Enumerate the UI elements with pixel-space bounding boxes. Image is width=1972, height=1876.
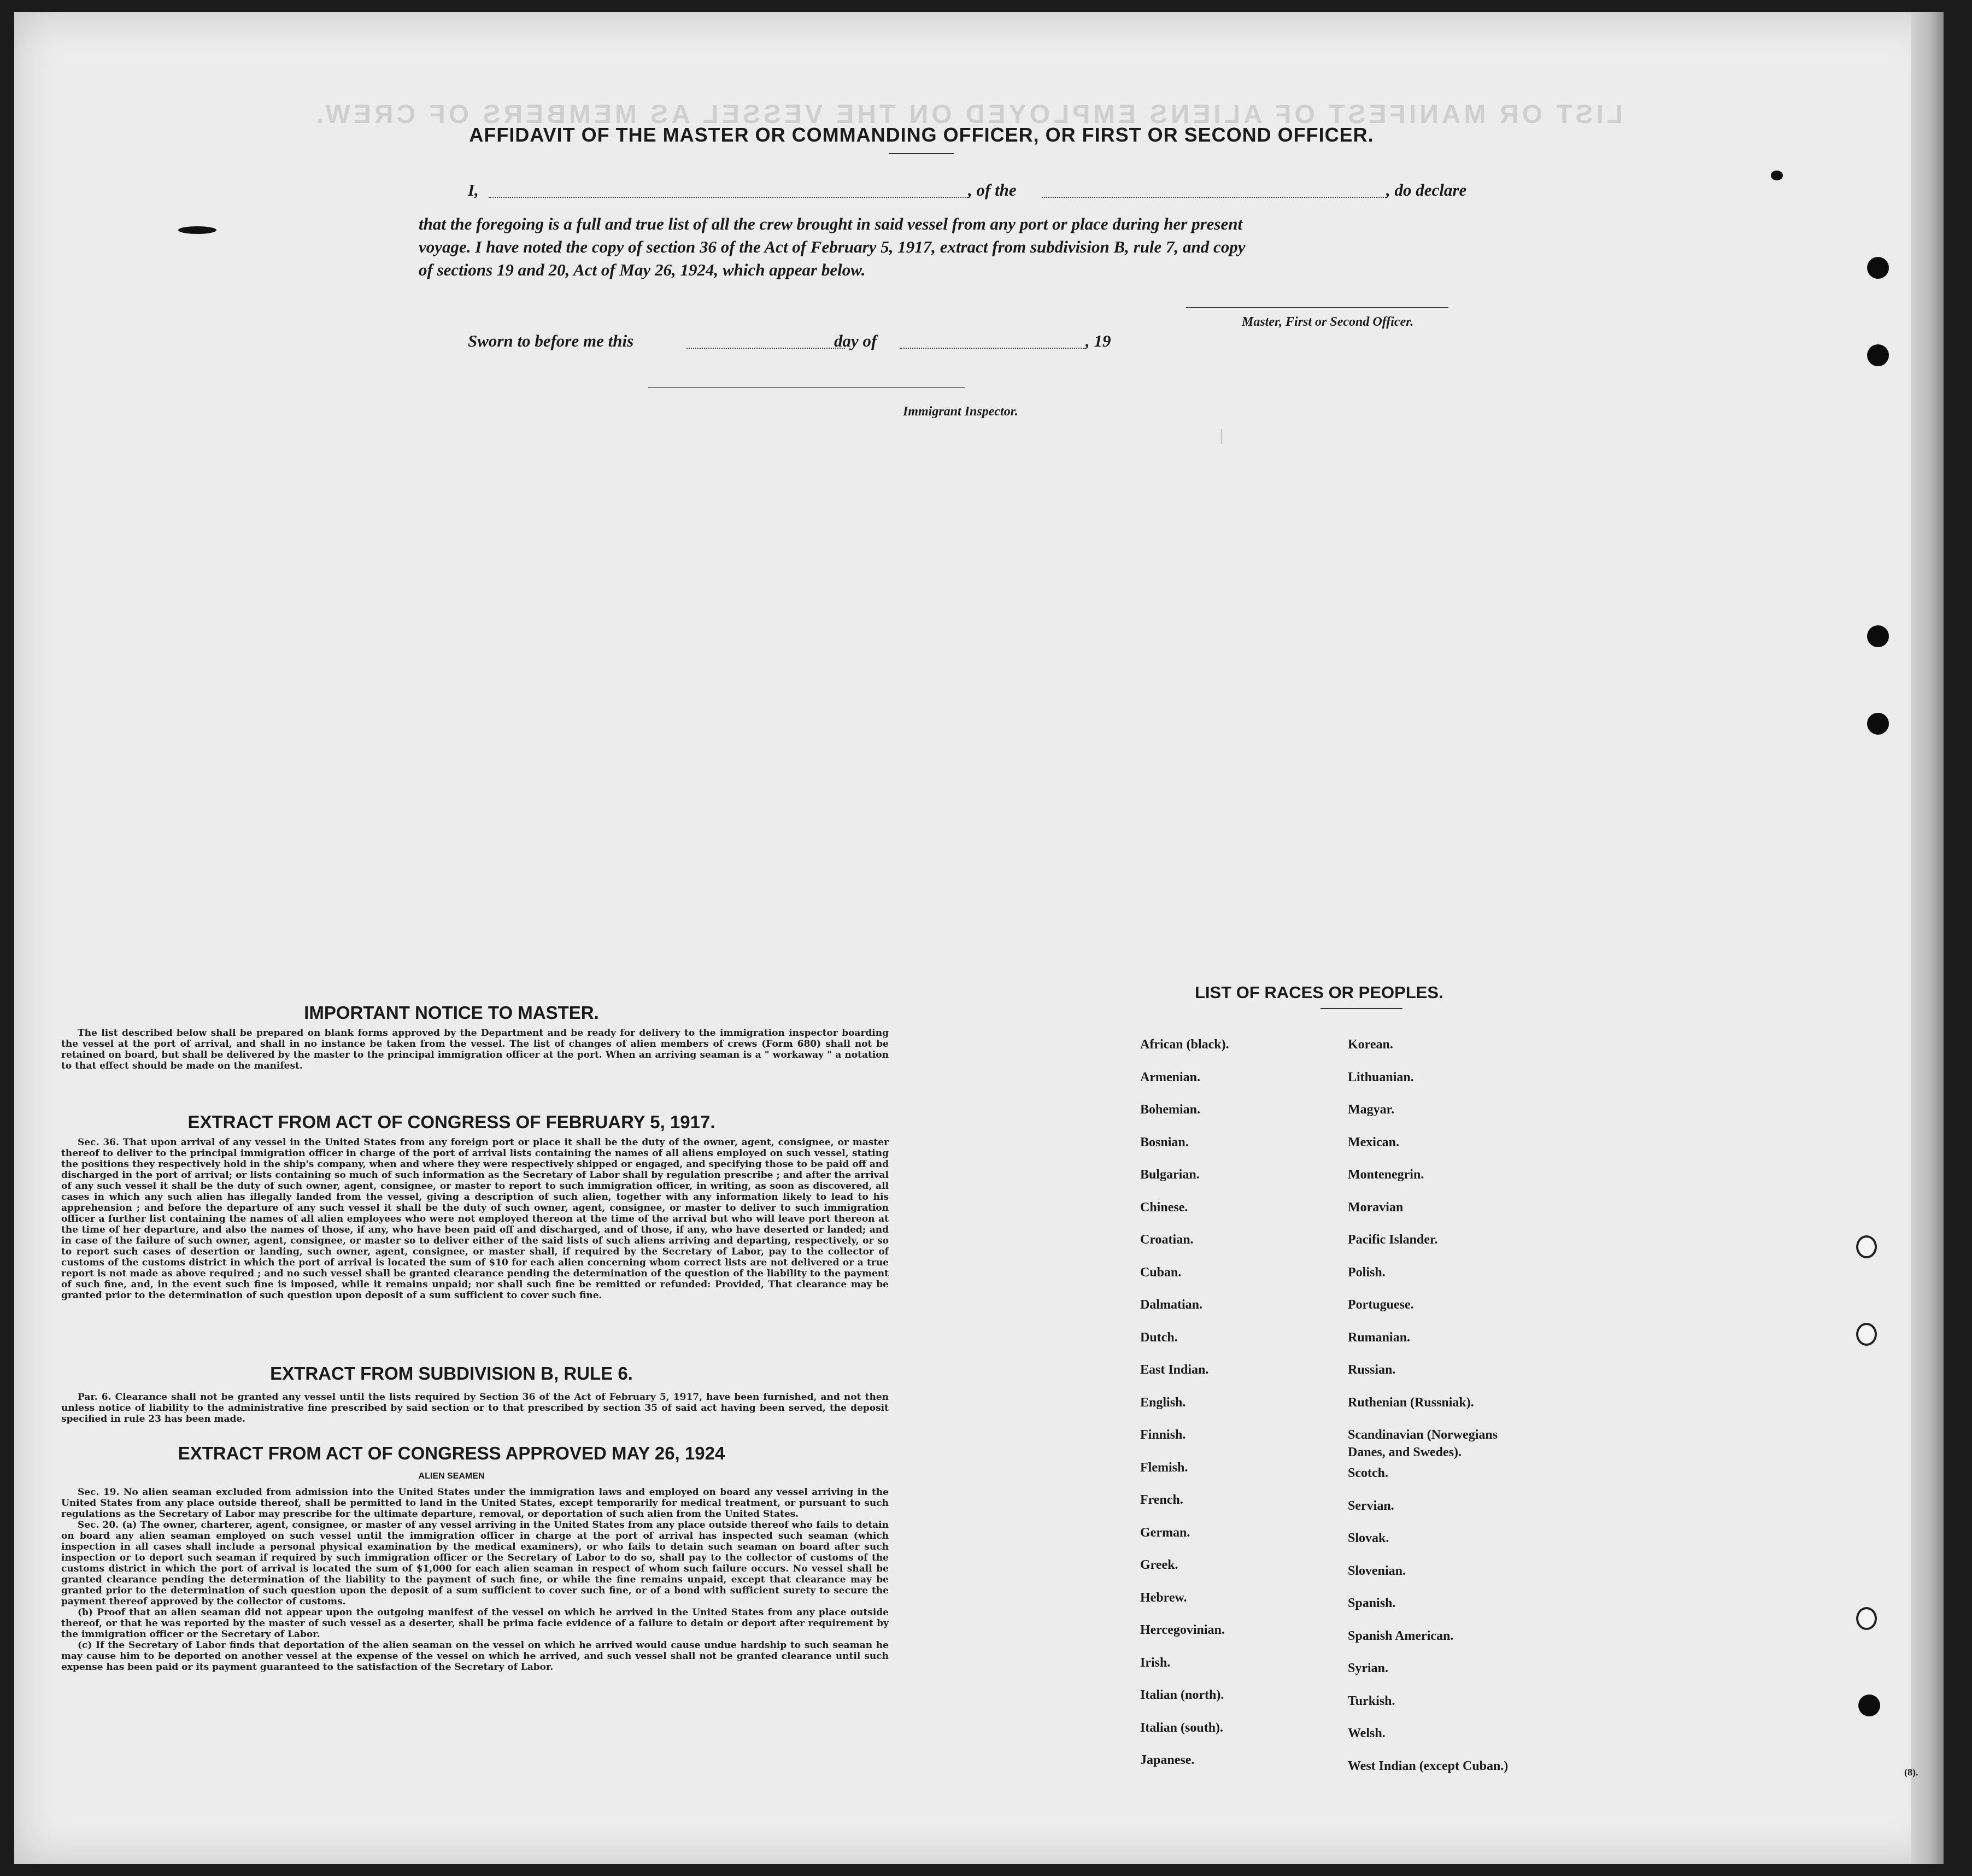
race-item: French. xyxy=(1140,1493,1183,1507)
affidavit-title: AFFIDAVIT OF THE MASTER OR COMMANDING OFFICER, OR FIRST OR SECOND OFFICER. xyxy=(469,124,1374,146)
race-item: Irish. xyxy=(1140,1655,1171,1670)
race-item: Welsh. xyxy=(1348,1726,1386,1740)
race-item: Dalmatian. xyxy=(1140,1298,1202,1312)
punch-hole xyxy=(1856,1235,1877,1258)
race-item: Greek. xyxy=(1140,1558,1178,1572)
title-underline xyxy=(889,153,954,154)
race-item: Ruthenian (Russniak). xyxy=(1348,1395,1474,1410)
punch-hole xyxy=(1867,713,1889,735)
affidavit-line-4: of sections 19 and 20, Act of May 26, 1924, which appear below. xyxy=(419,260,866,279)
notice-paragraph: The list described below shall be prepared on blank forms approved by the Department and be ready for delivery to the immigration inspector boarding the vessel at the port of arrival, and shall in no instance be taken from the vessel. The list of changes of alien members of crews (Form 680) shall not be retained on board, but shall be delivered by the master to the principal immigration officer at the port. When an arriving seaman is a " workaway " a notation to that effect should be made on the manifest. xyxy=(61,1028,889,1071)
race-item: Chinese. xyxy=(1140,1200,1188,1215)
affidavit-line-1-of: , of the xyxy=(968,180,1017,200)
race-item: Syrian. xyxy=(1348,1661,1389,1675)
punch-hole xyxy=(1867,257,1889,279)
race-item: Cuban. xyxy=(1140,1265,1182,1280)
sworn-month-blank xyxy=(900,348,1085,349)
race-item: Italian (north). xyxy=(1140,1688,1224,1702)
inspector-signature-line xyxy=(648,387,965,388)
races-title-underline xyxy=(1320,1008,1402,1009)
race-item: Danes, and Swedes). xyxy=(1348,1445,1462,1459)
form-margin-mark: (8). xyxy=(1904,1767,1918,1778)
race-item: Rumanian. xyxy=(1348,1330,1411,1345)
notice-title: IMPORTANT NOTICE TO MASTER. xyxy=(304,1003,599,1023)
alien-seamen-subtitle: ALIEN SEAMEN xyxy=(418,1472,485,1481)
race-item: Pacific Islander. xyxy=(1348,1233,1438,1247)
inspector-label: Immigrant Inspector. xyxy=(903,404,1018,419)
section-20b-paragraph: (b) Proof that an alien seaman did not appear upon the outgoing manifest of the vessel on which he arrived in the United States from any place outside thereof, or that he was reported by the master of such vessel as a deserter, shall be prima facie evidence of a failure to detain or deport after requirement by the immigration officer or the Secretary of Labor. xyxy=(61,1607,889,1640)
extract-1924-title: EXTRACT FROM ACT OF CONGRESS APPROVED MAY 26, 1924 xyxy=(178,1443,725,1463)
race-item: Slovenian. xyxy=(1348,1563,1406,1578)
extract-1924-text xyxy=(61,1487,889,1673)
ink-speck xyxy=(178,226,216,234)
race-item: Servian. xyxy=(1348,1498,1394,1513)
race-item: East Indian. xyxy=(1140,1363,1209,1377)
race-item: Bohemian. xyxy=(1140,1103,1201,1117)
sworn-day-label: day of xyxy=(834,331,877,350)
rule-6-title: EXTRACT FROM SUBDIVISION B, RULE 6. xyxy=(270,1363,633,1383)
race-item: Bulgarian. xyxy=(1140,1168,1200,1182)
race-item: Flemish. xyxy=(1140,1460,1188,1475)
extract-1917-title: EXTRACT FROM ACT OF CONGRESS OF FEBRUARY 5, 1917. xyxy=(187,1112,715,1132)
race-item: Lithuanian. xyxy=(1348,1070,1414,1084)
notice-text xyxy=(61,1028,889,1071)
affidavit-line-1-start: I, xyxy=(468,180,479,200)
name-blank xyxy=(489,197,970,198)
race-item: Italian (south). xyxy=(1140,1720,1224,1735)
vessel-blank xyxy=(1042,197,1386,198)
extract-1917-text xyxy=(61,1137,889,1301)
race-item: Hebrew. xyxy=(1140,1590,1187,1605)
race-item: Slovak. xyxy=(1348,1531,1389,1545)
affidavit-line-1-end: , do declare xyxy=(1386,180,1467,200)
sworn-year-label: , 19 xyxy=(1085,331,1111,350)
race-item: Montenegrin. xyxy=(1348,1168,1424,1182)
punch-hole xyxy=(1858,1695,1880,1716)
punch-hole xyxy=(1856,1323,1877,1346)
race-item: Portuguese. xyxy=(1348,1298,1414,1312)
races-title: LIST OF RACES OR PEOPLES. xyxy=(1195,983,1443,1002)
punch-hole xyxy=(1867,625,1889,647)
race-item: Moravian xyxy=(1348,1200,1404,1215)
race-item: Finnish. xyxy=(1140,1428,1186,1442)
ink-speck xyxy=(1771,171,1783,180)
race-item: Spanish American. xyxy=(1348,1628,1454,1643)
signature-line xyxy=(1186,307,1448,308)
race-item: Armenian. xyxy=(1140,1070,1200,1084)
punch-hole xyxy=(1867,344,1889,366)
bleed-through-mark: | xyxy=(1217,427,1227,446)
affidavit-line-3: voyage. I have noted the copy of section 36 of the Act of February 5, 1917, extract from subdivision B, rule 7, and copy xyxy=(419,237,1246,256)
sworn-day-blank xyxy=(686,348,845,349)
section-20c-paragraph: (c) If the Secretary of Labor finds that deportation of the alien seaman on the vessel on which he arrived would cause undue hardship to such seaman he may cause him to be deported on another vessel at the expense of the vessel on which he arrived, and such vessel shall not be granted clearance until such expense has been paid or its payment guaranteed to the satisfaction of the Secretary of Labor. xyxy=(61,1640,889,1673)
race-item: Hercegovinian. xyxy=(1140,1623,1225,1637)
section-20a-paragraph: Sec. 20. (a) The owner, charterer, agent, consignee, or master of any vessel arriving in the United States from any place outside thereof who fails to detain on board any alien seaman employed on such vessel until the immigration officer in charge at the port of arrival has inspected such seaman (which inspection in all cases shall include a personal physical examination by the medical examiners), or who fails to detain such seaman on board after such inspection or to deport such seaman if required by such immigration officer or the Secretary of Labor to do so, shall pay to the collector of customs of the customs district in which the port of arrival is located the sum of $1,000 for each alien seaman in respect of whom such failure occurs. No vessel shall be granted clearance pending the determination of the liability to the payment of such fine, or while the fine remains unpaid, except that clearance may be granted prior to the determination of such question upon the deposit of a sum sufficient to cover such fine, or of a bond with sufficient surety to secure the payment thereof approved by the collector of customs. xyxy=(61,1520,889,1607)
race-item: Polish. xyxy=(1348,1265,1386,1280)
page-edge xyxy=(1911,12,1944,1864)
document-sheet xyxy=(14,12,1944,1864)
bleed-through-text: LIST OR MANIFEST OF ALIENS EMPLOYED ON THE VESSEL AS MEMBERS OF CREW. xyxy=(313,100,1623,129)
race-item: West Indian (except Cuban.) xyxy=(1348,1758,1509,1773)
race-item: Spanish. xyxy=(1348,1596,1396,1610)
race-item: Scandinavian (Norwegians xyxy=(1348,1428,1498,1442)
rule-6-text xyxy=(61,1392,889,1424)
race-item: Russian. xyxy=(1348,1363,1396,1377)
race-item: Scotch. xyxy=(1348,1466,1388,1480)
sworn-prefix: Sworn to before me this xyxy=(468,331,634,350)
section-19-paragraph: Sec. 19. No alien seaman excluded from admission into the United States under the immigration laws and employed on board any vessel arriving in the United States from any place outside thereof, shall be permitted to land in the United States, except temporarily for medical treatment, or pursuant to such regulations as the Secretary of Labor may prescribe for the ultimate departure, removal, or deportation of such alien from the United States. xyxy=(61,1487,889,1520)
race-item: German. xyxy=(1140,1525,1190,1540)
race-item: Mexican. xyxy=(1348,1135,1399,1150)
race-item: Magyar. xyxy=(1348,1103,1395,1117)
rule-6-paragraph: Par. 6. Clearance shall not be granted any vessel until the lists required by Section 36 of the Act of February 5, 1917, have been furnished, and not then unless notice of liability to the administrative fine prescribed by said section or to that prescribed by section 35 of said act having been served, the deposit specified in rule 23 has been made. xyxy=(61,1392,889,1424)
punch-hole xyxy=(1856,1607,1877,1630)
race-item: Korean. xyxy=(1348,1037,1393,1052)
race-item: Dutch. xyxy=(1140,1330,1178,1345)
race-item: Bosnian. xyxy=(1140,1135,1189,1150)
race-item: Japanese. xyxy=(1140,1753,1195,1767)
race-item: English. xyxy=(1140,1395,1186,1410)
race-item: Turkish. xyxy=(1348,1693,1395,1708)
affidavit-line-2: that the foregoing is a full and true list of all the crew brought in said vessel from any port or place during her present xyxy=(419,214,1243,233)
race-item: Croatian. xyxy=(1140,1233,1194,1247)
master-signature-label: Master, First or Second Officer. xyxy=(1242,315,1414,329)
section-36-paragraph: Sec. 36. That upon arrival of any vessel in the United States from any foreign port or place it shall be the duty of the owner, agent, consignee, or master thereof to deliver to the principal immigration officer in charge of the port of arrival lists containing the names of all aliens employed on such vessel, stating the positions they respectively hold in the ship's company, when and where they were respectively shipped or engaged, and specifying those to be paid off and discharged in the port of arrival; or lists containing so much of such information as the Secretary of Labor shall by regulation prescribe ; and after the arrival of any such vessel it shall be the duty of such owner, agent, consignee, or master to report to such immigration officer, in writing, as soon as discovered, all cases in which any such alien has illegally landed from the vessel, giving a description of such alien, together with any information likely to lead to his apprehension ; and before the departure of any such vessel it shall be the duty of such owner, agent, consignee, or master to deliver to such immigration officer a further list containing the names of all alien employees who were not employed thereon at the time of the arrival but who will leave port thereon at the time of her departure, and also the names of those, if any, who have been paid off and discharged, and of those, if any, who have deserted or landed; and in case of the failure of such owner, agent, consignee, or master so to deliver either of the said lists of such aliens arriving and departing, respectively, or so to report such cases of desertion or landing, such owner, agent, consignee, or master shall, if required by the Secretary of Labor, pay to the collector of customs of the customs district in which the port of arrival is located the sum of $10 for each alien concerning whom correct lists are not delivered or a true report is not made as above required ; and no such vessel shall be granted clearance pending the determination of the question of the liability to the payment of such fine, and, in the event such fine is imposed, while it remains unpaid; nor shall such fine be remitted or refunded: Provided, That clearance may be granted prior to the determination of such question upon deposit of a sum sufficient to cover such fine. xyxy=(61,1137,889,1301)
race-item: African (black). xyxy=(1140,1037,1229,1052)
